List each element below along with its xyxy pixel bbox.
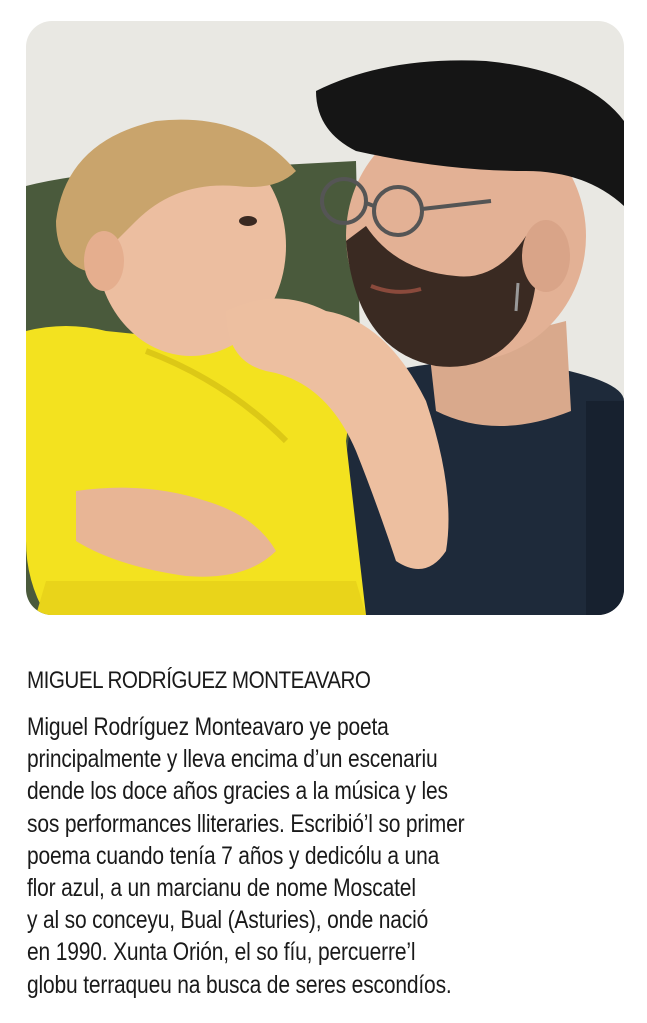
- bio-line: sos performances lliteraries. Escribió’l so primer: [27, 809, 465, 838]
- bio-line: dende los doce años gracies a la música y les: [27, 777, 448, 806]
- photo-illustration: [26, 21, 624, 615]
- bio-line: Miguel Rodríguez Monteavaro ye poeta: [27, 713, 389, 741]
- bio-line: en 1990. Xunta Orión, el so fíu, percuerre’l: [27, 938, 416, 967]
- bio-line: globu terraqueu na busca de seres escondíos.: [27, 970, 452, 999]
- bio-line: poema cuando tenía 7 años y dedicólu a una: [27, 841, 440, 870]
- bio-line: principalmente y lleva encima d’un escenariu: [27, 745, 438, 774]
- author-name: MIGUEL RODRÍGUEZ MONTEAVARO: [27, 667, 371, 694]
- author-bio: [27, 711, 464, 1001]
- bio-line: y al so conceyu, Bual (Asturies), onde nació: [27, 906, 429, 935]
- bio-line: flor azul, a un marcianu de nome Moscatel: [27, 874, 416, 903]
- author-photo: [26, 21, 624, 615]
